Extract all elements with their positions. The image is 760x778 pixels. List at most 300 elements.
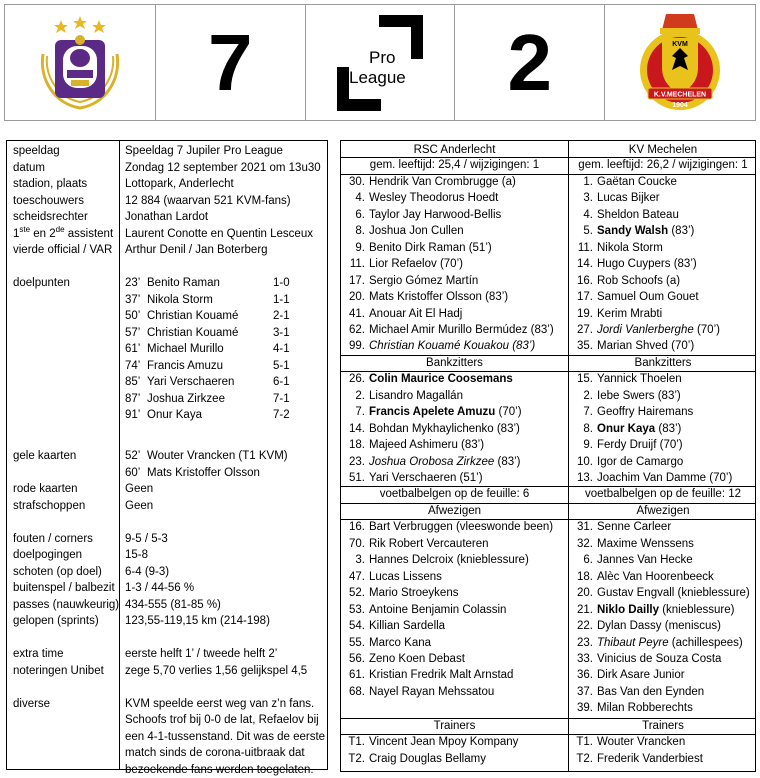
player-number: 36. xyxy=(577,669,593,682)
player-row xyxy=(569,651,757,667)
player-name-text: Geoffry Hairemans xyxy=(597,406,694,419)
player-row xyxy=(569,519,757,535)
away-score-cell xyxy=(455,5,605,120)
player-row xyxy=(569,552,757,568)
player-number: 33. xyxy=(577,652,593,665)
section-header xyxy=(569,142,757,158)
goal-row xyxy=(7,292,327,308)
player-name-text: Lucas Bijker xyxy=(597,192,660,205)
player-name-text: Wesley Theodorus Hoedt xyxy=(369,192,499,205)
stat-row xyxy=(7,547,327,563)
player-name-text: Francis Apelete Amuzu xyxy=(369,406,496,419)
info-value: Lottopark, Anderlecht xyxy=(125,178,234,190)
player-name xyxy=(597,651,721,667)
player-number: 9. xyxy=(355,241,365,254)
player-name xyxy=(369,470,483,486)
player-name xyxy=(369,190,498,206)
player-row xyxy=(569,404,757,420)
player-name-text: Thibaut Peyre xyxy=(597,636,669,649)
player-name-text: Hugo Cuypers (83’) xyxy=(597,258,697,271)
player-name-text: Vincent Jean Mpoy Kompany xyxy=(369,736,519,749)
player-name-text: Sandy Walsh xyxy=(597,225,669,238)
section-header xyxy=(569,503,757,519)
goal-score: 3-1 xyxy=(273,326,290,339)
stat-label: doelpogingen xyxy=(13,549,83,562)
goal-score: 4-1 xyxy=(273,343,290,355)
player-name-text: Michael Amir Murillo Bermúdez (83’) xyxy=(369,323,554,336)
player-name-text: Ferdy Druijf (70’) xyxy=(597,439,683,452)
player-row xyxy=(341,684,568,700)
player-name-text: Igor de Camargo xyxy=(597,455,684,468)
player-number: 10. xyxy=(577,455,593,468)
player-name xyxy=(369,404,522,420)
label-part: 1 xyxy=(13,227,20,240)
player-name xyxy=(597,306,662,322)
player-number: 23. xyxy=(577,636,593,649)
player-row xyxy=(569,454,757,470)
goal-scorer: Nikola Storm xyxy=(147,293,213,306)
player-name xyxy=(597,536,694,552)
player-name xyxy=(597,240,663,256)
yellow-label: gele kaarten xyxy=(13,450,77,463)
player-name-text: Mario Stroeykens xyxy=(369,587,459,600)
extra-time-row xyxy=(7,646,327,662)
player-name xyxy=(369,223,464,239)
player-row xyxy=(569,306,757,322)
player-row xyxy=(341,536,568,552)
info-label xyxy=(13,226,113,242)
info-label: vierde official / VAR xyxy=(13,244,113,256)
player-name-text: Vinicius de Souza Costa xyxy=(597,652,722,665)
player-name-text: Craig Douglas Bellamy xyxy=(369,752,486,765)
stat-value: 9-5 / 5-3 xyxy=(125,532,168,545)
goal-score: 7-1 xyxy=(273,392,290,405)
player-row xyxy=(341,273,568,289)
player-name xyxy=(597,734,685,750)
player-name xyxy=(369,667,513,683)
section-header xyxy=(569,718,757,734)
player-name xyxy=(597,618,721,634)
notes-row xyxy=(7,696,327,712)
player-row xyxy=(569,536,757,552)
extra-time-label: extra time xyxy=(13,648,64,661)
info-label: stadion, plaats xyxy=(13,178,88,190)
player-row xyxy=(569,273,757,289)
player-number: 2. xyxy=(355,389,365,402)
card-minute: 52’ xyxy=(125,450,141,463)
player-name xyxy=(369,635,431,651)
info-row xyxy=(7,209,327,225)
player-number: 11. xyxy=(349,258,365,271)
svg-text:Pro: Pro xyxy=(368,47,396,67)
info-row xyxy=(7,242,327,258)
player-name xyxy=(597,273,680,289)
player-name-text: Joshua Jon Cullen xyxy=(369,225,464,238)
player-name-text: Hannes Delcroix (knieblessure) xyxy=(369,554,529,567)
player-row xyxy=(569,371,757,387)
info-label: datum xyxy=(13,161,45,174)
goal-score: 1-1 xyxy=(273,293,290,306)
stat-value: 434-555 (81-85 %) xyxy=(125,598,221,611)
player-name xyxy=(369,207,501,223)
player-row xyxy=(569,421,757,437)
player-row xyxy=(569,635,757,651)
player-name-text: Killian Sardella xyxy=(369,620,446,633)
player-number: 7. xyxy=(583,406,593,419)
player-name-text: Antoine Benjamin Colassin xyxy=(369,603,507,616)
player-row xyxy=(569,751,757,767)
section-header-text: voetbalbelgen op de feuille: 6 xyxy=(379,488,530,501)
player-number: 56. xyxy=(349,652,365,665)
player-name-text: Bohdan Mykhaylichenko (83’) xyxy=(369,422,520,435)
goal-scorer: Michael Murillo xyxy=(147,343,224,355)
player-number: 20. xyxy=(349,291,365,304)
player-name-text: Joshua Orobosa Zirkzee xyxy=(369,455,495,468)
player-name xyxy=(369,618,445,634)
player-number: 41. xyxy=(349,307,365,320)
player-name xyxy=(369,388,463,404)
player-row xyxy=(341,618,568,634)
player-number: 68. xyxy=(349,685,365,698)
player-name-text: Lior Refaelov (70’) xyxy=(369,258,463,271)
player-number: 39. xyxy=(577,702,593,715)
player-number: 18. xyxy=(349,439,365,452)
info-row xyxy=(7,143,327,159)
player-name-text: Maxime Wenssens xyxy=(597,537,694,550)
player-row xyxy=(341,207,568,223)
info-value: Zondag 12 september 2021 om 13u30 xyxy=(125,161,321,174)
player-row xyxy=(341,421,568,437)
player-row xyxy=(341,734,568,750)
section-header-text: KV Mechelen xyxy=(628,143,698,156)
goal-row xyxy=(7,275,327,291)
player-number: 11. xyxy=(577,241,593,254)
player-name xyxy=(369,371,513,387)
player-number: 1. xyxy=(583,175,593,188)
player-row xyxy=(341,306,568,322)
player-number: 6. xyxy=(355,208,365,221)
yellow-card-row xyxy=(7,465,327,481)
player-row xyxy=(341,751,568,767)
player-row xyxy=(341,223,568,239)
goal-minute: 50’ xyxy=(125,310,141,322)
section-header-text: Afwezigen xyxy=(427,504,482,517)
player-row xyxy=(569,437,757,453)
player-row xyxy=(569,734,757,750)
player-row xyxy=(569,174,757,190)
notes-row xyxy=(7,762,327,778)
player-name xyxy=(369,454,521,470)
info-label: scheidsrechter xyxy=(13,211,88,223)
section-header xyxy=(569,157,757,173)
player-row xyxy=(341,240,568,256)
player-name-text: Hendrik Van Crombrugge (a) xyxy=(369,175,516,188)
player-number: 2. xyxy=(583,389,593,402)
player-name-text: Sergio Gómez Martín xyxy=(369,274,479,287)
player-name-text: Sheldon Bateau xyxy=(597,208,679,221)
player-number: 99. xyxy=(349,340,365,353)
player-row xyxy=(341,190,568,206)
info-row xyxy=(7,176,327,192)
player-name-text: Benito Dirk Raman (51’) xyxy=(369,241,492,254)
player-number: 4. xyxy=(583,208,593,221)
player-number: 22. xyxy=(577,620,593,633)
player-name xyxy=(597,256,697,272)
goal-score: 7-2 xyxy=(273,409,290,421)
player-number: 62. xyxy=(349,323,365,336)
player-name xyxy=(369,437,484,453)
player-name-text: Senne Carleer xyxy=(597,521,672,534)
player-name xyxy=(597,552,693,568)
kv-mechelen-crest-icon xyxy=(630,10,730,115)
goal-scorer: Christian Kouamé xyxy=(147,326,239,339)
player-number: 16. xyxy=(577,274,593,287)
player-name-text: Marco Kana xyxy=(369,636,432,649)
anderlecht-crest-icon xyxy=(25,10,135,115)
stat-value: 123,55-119,15 km (214-198) xyxy=(125,615,270,628)
player-name-text: Jordi Vanlerberghe xyxy=(597,323,694,336)
stat-row xyxy=(7,613,327,629)
player-row xyxy=(569,569,757,585)
section-header-text: Afwezigen xyxy=(636,504,690,517)
player-row xyxy=(569,585,757,601)
player-number: 19. xyxy=(577,307,593,320)
player-name xyxy=(369,421,520,437)
goal-score: 1-0 xyxy=(273,277,290,289)
section-header xyxy=(341,718,568,734)
player-row xyxy=(341,635,568,651)
player-row xyxy=(341,519,568,535)
player-number: 51. xyxy=(349,472,365,484)
player-number: T1. xyxy=(348,736,365,749)
player-row xyxy=(569,602,757,618)
player-row xyxy=(569,190,757,206)
section-header-text: voetbalbelgen op de feuille: 12 xyxy=(584,488,741,501)
player-number: 30. xyxy=(349,175,365,188)
goals-label: doelpunten xyxy=(13,277,70,289)
player-name xyxy=(597,602,734,618)
player-name xyxy=(597,388,681,404)
player-number: 55. xyxy=(349,636,365,649)
player-name xyxy=(597,338,694,354)
player-name xyxy=(369,240,492,256)
goal-minute: 91’ xyxy=(125,409,141,421)
player-row xyxy=(341,569,568,585)
player-name-text: Christian Kouamé Kouakou (83’) xyxy=(369,340,536,353)
player-number: 21. xyxy=(577,603,593,616)
player-extra: (70’) xyxy=(693,323,720,336)
info-row xyxy=(7,193,327,209)
player-extra: (achillespees) xyxy=(668,636,743,649)
goal-scorer: Yari Verschaeren xyxy=(147,376,235,388)
goal-row xyxy=(7,407,327,423)
player-row xyxy=(341,602,568,618)
goal-row xyxy=(7,374,327,390)
player-number: 8. xyxy=(355,225,365,238)
player-row xyxy=(569,223,757,239)
stat-label: passes (nauwkeurig) xyxy=(13,598,120,611)
away-score: 2 xyxy=(507,17,553,107)
section-header xyxy=(569,355,757,371)
stat-value: 6-4 (9-3) xyxy=(125,565,170,578)
extra-time-value: eerste helft 1’ / tweede helft 2’ xyxy=(125,648,278,661)
section-header-text: RSC Anderlecht xyxy=(413,143,496,156)
section-header-text: Bankzitters xyxy=(634,356,692,369)
player-extra: (83’) xyxy=(655,422,682,435)
player-row xyxy=(569,667,757,683)
yellow-card-row xyxy=(7,448,327,464)
penalty-value: Geen xyxy=(125,499,154,512)
player-number: 4. xyxy=(355,192,365,205)
section-header xyxy=(341,142,568,158)
player-number: 16. xyxy=(349,521,365,534)
player-name xyxy=(597,404,693,420)
player-name xyxy=(369,602,506,618)
goal-scorer: Francis Amuzu xyxy=(147,359,224,372)
player-name-text: Kerim Mrabti xyxy=(597,307,663,320)
player-name xyxy=(369,585,458,601)
player-row xyxy=(341,454,568,470)
section-header-text: Trainers xyxy=(642,719,684,732)
stat-label: schoten (op doel) xyxy=(13,565,102,578)
odds-value: zege 5,70 verlies 1,56 gelijkspel 4,5 xyxy=(125,664,308,677)
player-number: 26. xyxy=(349,373,365,386)
player-name xyxy=(369,519,553,535)
player-name xyxy=(597,684,704,700)
player-number: 17. xyxy=(577,291,593,304)
notes-row xyxy=(7,729,327,745)
player-extra: (83’) xyxy=(668,225,695,238)
info-value: 12 884 (waarvan 521 KVM-fans) xyxy=(125,194,291,207)
match-info-table xyxy=(6,140,328,776)
player-number: 52. xyxy=(349,587,365,600)
card-player: Wouter Vrancken (T1 KVM) xyxy=(147,450,288,463)
player-number: 7. xyxy=(355,406,365,419)
player-name-text: Samuel Oum Gouet xyxy=(597,291,699,304)
player-number: 5. xyxy=(583,225,593,238)
svg-text:League: League xyxy=(348,67,406,87)
player-name xyxy=(597,519,671,535)
red-label: rode kaarten xyxy=(13,483,78,496)
notes-label: diverse xyxy=(13,697,51,710)
notes-row xyxy=(7,745,327,761)
stat-row xyxy=(7,564,327,580)
player-number: 17. xyxy=(349,274,365,287)
section-header-text: Trainers xyxy=(433,719,476,732)
player-name-text: Iebe Swers (83’) xyxy=(597,389,681,402)
player-name xyxy=(597,322,720,338)
player-number: 54. xyxy=(349,620,365,633)
player-row xyxy=(569,618,757,634)
player-number: 6. xyxy=(583,554,593,567)
goal-minute: 61’ xyxy=(125,343,141,355)
player-name-text: Rob Schoofs (a) xyxy=(597,274,681,287)
player-name xyxy=(597,700,693,716)
label-sup: de xyxy=(55,224,65,234)
league-logo-cell xyxy=(306,5,456,120)
player-row xyxy=(341,256,568,272)
player-name xyxy=(597,569,714,585)
section-header xyxy=(341,157,568,173)
player-row xyxy=(341,552,568,568)
home-crest-cell xyxy=(5,5,156,120)
player-name xyxy=(369,552,529,568)
player-number: 70. xyxy=(349,537,365,550)
info-value: Jonathan Lardot xyxy=(125,211,209,223)
player-name-text: Taylor Jay Harwood-Bellis xyxy=(369,208,502,221)
player-number: 27. xyxy=(577,323,593,336)
goal-score: 6-1 xyxy=(273,376,290,388)
player-row xyxy=(341,651,568,667)
player-row xyxy=(341,388,568,404)
goal-scorer: Benito Raman xyxy=(147,277,220,289)
goal-row xyxy=(7,325,327,341)
player-name-text: Bas Van den Eynden xyxy=(597,685,705,698)
notes-line: een 4-1-tussenstand. Dit was de eerste xyxy=(125,730,326,743)
odds-label: noteringen Unibet xyxy=(13,664,104,677)
player-name-text: Jannes Van Hecke xyxy=(597,554,693,567)
player-name-text: Nayel Rayan Mehssatou xyxy=(369,685,495,698)
player-number: 23. xyxy=(349,455,365,468)
section-header-text: Bankzitters xyxy=(426,356,483,369)
notes-line: match sinds de corona-uitbraak dat xyxy=(125,747,305,760)
info-row xyxy=(7,160,327,176)
label-sup: ste xyxy=(19,224,31,234)
player-row xyxy=(341,404,568,420)
player-name-text: Dylan Dassy (meniscus) xyxy=(597,620,721,633)
player-name-text: Gustav Engvall (knieblessure) xyxy=(597,587,750,600)
player-row xyxy=(569,388,757,404)
player-number: 14. xyxy=(577,258,593,271)
player-row xyxy=(569,338,757,354)
player-row xyxy=(569,470,757,486)
player-number: 20. xyxy=(577,587,593,600)
goal-minute: 57’ xyxy=(125,326,141,339)
player-name-text: Joachim Van Damme (70’) xyxy=(597,472,733,484)
player-name xyxy=(597,207,679,223)
svg-text:1904: 1904 xyxy=(672,102,688,109)
player-row xyxy=(569,207,757,223)
player-name-text: Gaëtan Coucke xyxy=(597,175,677,188)
player-number: 9. xyxy=(583,439,593,452)
goal-scorer: Onur Kaya xyxy=(147,409,202,421)
goal-scorer: Joshua Zirkzee xyxy=(147,392,225,405)
player-name-text: Alèc Van Hoorenbeeck xyxy=(597,570,714,583)
section-header xyxy=(569,486,757,502)
goal-minute: 87’ xyxy=(125,392,141,405)
player-name-text: Dirk Asare Junior xyxy=(597,669,685,682)
player-name xyxy=(369,338,535,354)
player-name-text: Anouar Ait El Hadj xyxy=(369,307,463,320)
player-name-text: Bart Verbruggen (vleeswonde been) xyxy=(369,521,554,534)
label-part: en 2 xyxy=(30,227,56,240)
player-name xyxy=(369,684,494,700)
player-name-text: Mats Kristoffer Olsson (83’) xyxy=(369,291,509,304)
player-row xyxy=(569,289,757,305)
player-extra: (knieblessure) xyxy=(659,603,735,616)
player-row xyxy=(341,174,568,190)
home-score: 7 xyxy=(207,17,253,107)
notes-line: Schoofs trof bij 0-0 de lat, Refaelov bij xyxy=(125,714,319,727)
goal-minute: 23’ xyxy=(125,277,141,289)
stat-label: gelopen (sprints) xyxy=(13,615,99,628)
player-row xyxy=(569,700,757,716)
player-row xyxy=(341,371,568,387)
goal-score: 2-1 xyxy=(273,310,290,322)
player-row xyxy=(569,256,757,272)
stat-label: fouten / corners xyxy=(13,532,93,545)
player-name-text: Wouter Vrancken xyxy=(597,736,686,749)
